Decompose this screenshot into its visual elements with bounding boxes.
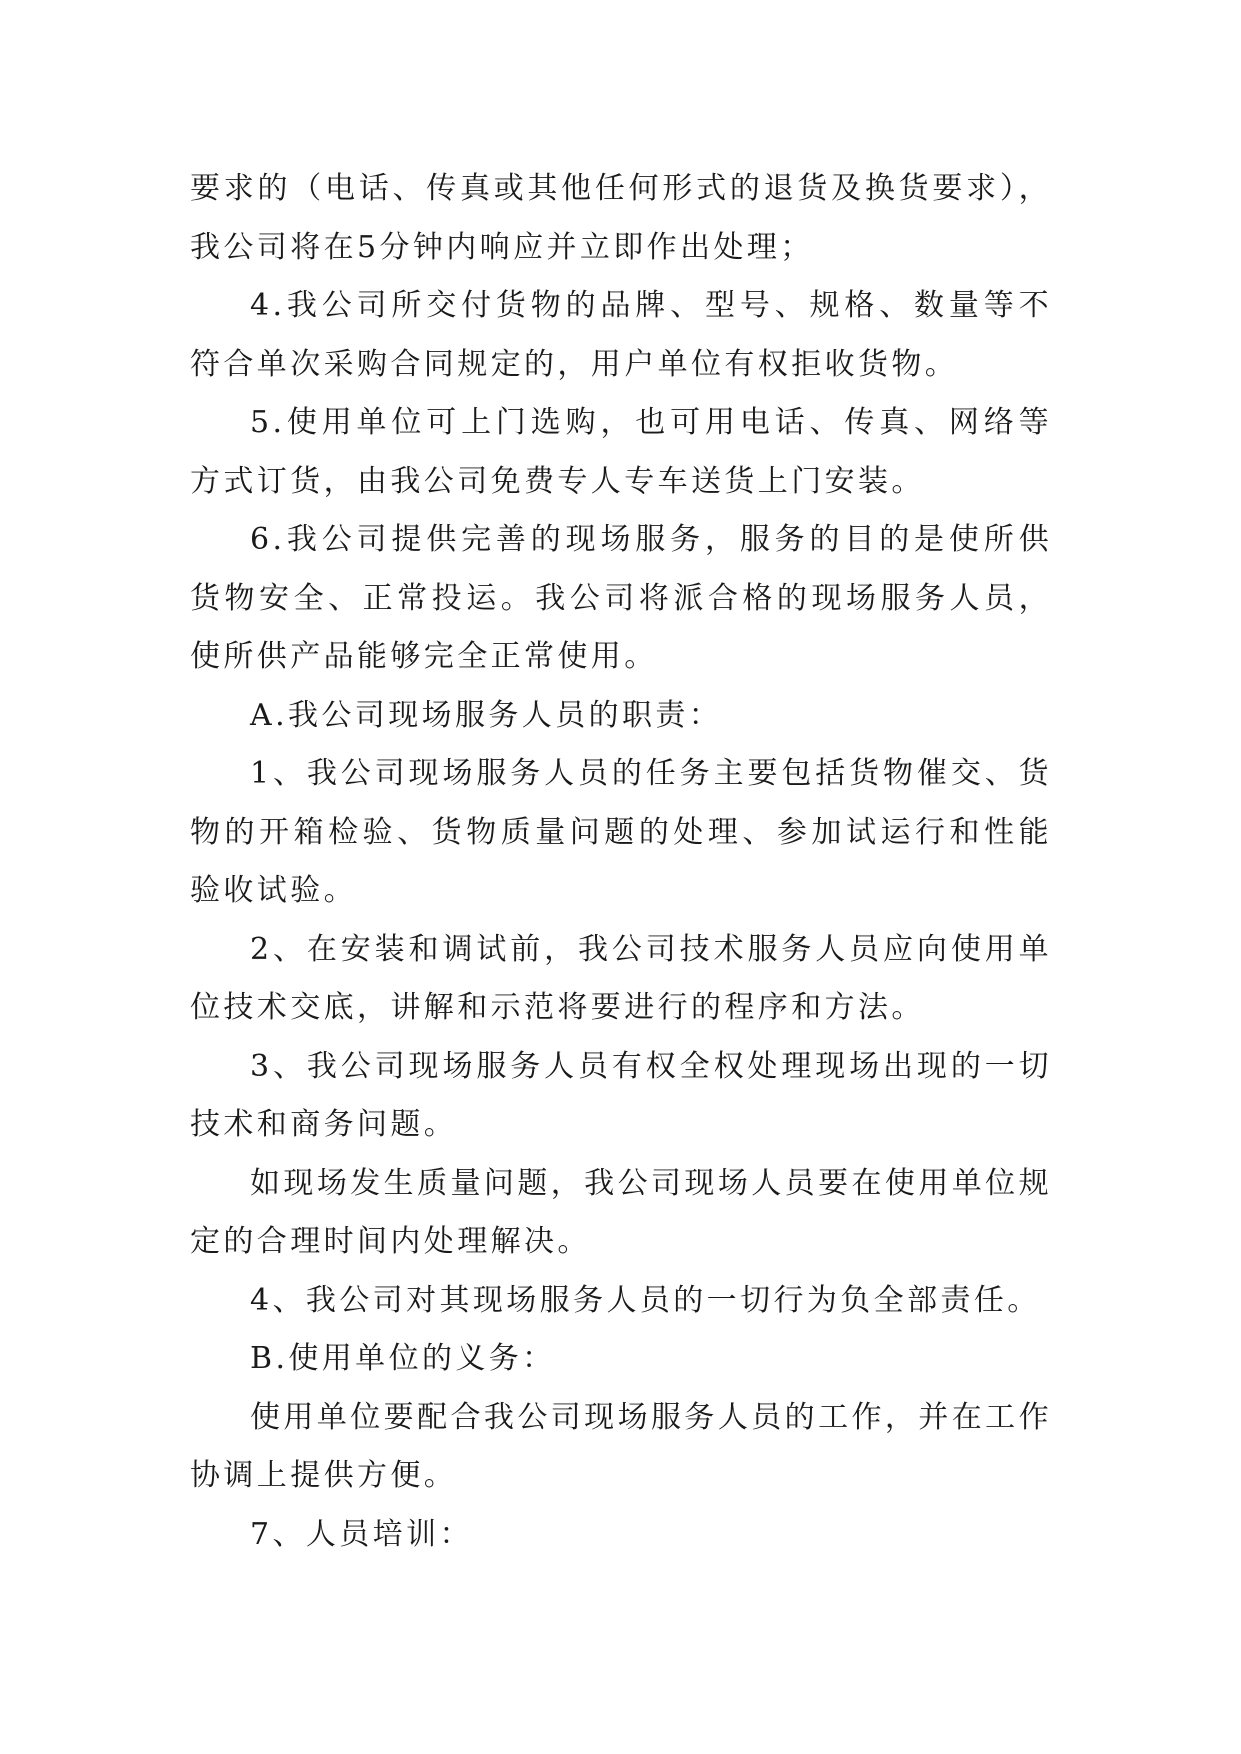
paragraph-duty-4: 4、我公司对其现场服务人员的一切行为负全部责任。 [250, 1282, 1041, 1318]
paragraph-item-5: 5.使用单位可上门选购，也可用电话、传真、网络等方式订货，由我公司免费专人专车送货上门安装。 [190, 405, 1052, 499]
paragraph-duty-2: 2、在安装和调试前，我公司技术服务人员应向使用单位技术交底，讲解和示范将要进行的程序和方法。 [190, 931, 1052, 1025]
section-heading-7: 7、人员培训： [250, 1516, 473, 1552]
paragraph-quality-issue: 如现场发生质量问题，我公司现场人员要在使用单位规定的合理时间内处理解决。 [190, 1165, 1052, 1259]
section-heading-a: A.我公司现场服务人员的职责： [250, 697, 723, 733]
paragraph-duty-3: 3、我公司现场服务人员有权全权处理现场出现的一切技术和商务问题。 [190, 1048, 1052, 1142]
document-body [190, 160, 1052, 1564]
paragraph-item-6: 6.我公司提供完善的现场服务，服务的目的是使所供货物安全、正常投运。我公司将派合格的现场服务人员，使所供产品能够完全正常使用。 [190, 522, 1052, 674]
paragraph-duty-1: 1、我公司现场服务人员的任务主要包括货物催交、货物的开箱检验、货物质量问题的处理、参加试运行和性能验收试验。 [190, 756, 1052, 908]
paragraph-item-4: 4.我公司所交付货物的品牌、型号、规格、数量等不符合单次采购合同规定的，用户单位有权拒收货物。 [190, 288, 1052, 382]
paragraph-user-obligation: 使用单位要配合我公司现场服务人员的工作，并在工作协调上提供方便。 [190, 1399, 1052, 1493]
section-heading-b: B.使用单位的义务： [250, 1341, 556, 1376]
paragraph-continuation: 要求的（电话、传真或其他任何形式的退货及换货要求），我公司将在5分钟内响应并立即作出处理； [190, 171, 1052, 265]
